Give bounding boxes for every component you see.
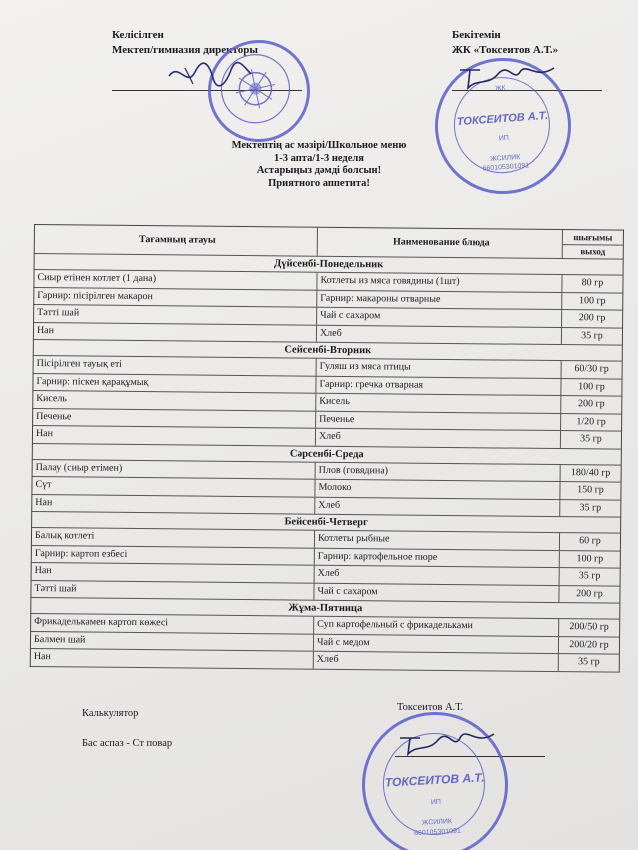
school-stamp [199,31,320,152]
entrepreneur-signature-icon [458,60,558,94]
dish-kz: Гарнир: картоп езбесі [32,545,315,564]
menu-title [0,140,638,190]
dish-kz: Балмен шай [31,631,314,650]
portion-output: 100 гр [578,380,605,392]
portion-output: 200/50 гр [569,621,609,633]
portion-output: 35 гр [579,501,602,513]
portion-output: 35 гр [581,329,603,341]
portion-output: 150 гр [577,484,604,496]
dish-ru: Хлеб [316,429,561,448]
header-ru: Наименование блюда [318,228,563,258]
portion-output: 35 гр [577,656,600,668]
dish-ru: Котлеты из мяса говядины (1шт) [317,273,562,292]
calculator-label: Калькулятор [82,708,139,719]
portion-output: 200/20 гр [569,638,609,651]
dish-kz: Палау (сиыр етімен) [33,459,316,478]
dish-kz: Печенье [33,409,316,428]
dish-ru: Гарнир: макароны отварные [317,290,562,309]
bottom-seal-ip: ИП [430,798,442,807]
entrepreneur-seal: ЖК ТОКСЕИТОВ А.Т. ИП ЖСИЛИК 660105301091 [430,53,575,198]
title-line2: 1-3 апта/1-3 неделя [274,152,364,164]
agreed-label: Келісілген [112,29,164,41]
menu-table [30,224,624,672]
dish-kz: Пісірілген тауық еті [34,356,317,375]
dish-kz: Гарнир: пісірілген макарон [34,288,317,307]
dish-kz: Нан [33,426,316,445]
dish-kz: Гарнир: піскен қарақұмық [33,374,316,393]
bottom-seal-city: ЖСИЛИК [421,818,453,827]
dish-ru: Котлеты рыбные [315,531,560,550]
entrepreneur-label: ЖК «Токсеитов А.Т.» [452,44,559,56]
portion-output: 1/20 гр [576,415,606,427]
portion-output: 80 гр [581,277,604,289]
day-title: Бейсенбі-Четверг [284,516,368,529]
portion-output: 100 гр [578,294,606,306]
dish-kz: Нан [31,649,314,668]
dish-ru: Хлеб [315,497,560,516]
day-title: Дүйсенбі-Понедельник [273,258,384,271]
portion-output: 35 гр [580,433,602,445]
day-title: Сәрсенбі-Среда [289,447,364,460]
header-output [563,230,623,259]
seal-number: 660105301091 [482,162,530,173]
dish-ru: Хлеб [317,325,562,344]
seal-name: ТОКСЕИТОВ А.Т. [456,109,549,129]
header-output-ru: выход [563,244,623,259]
dish-ru: Гуляш из мяса птицы [317,359,562,378]
portion-output: 60/30 гр [574,363,609,375]
dish-ru: Плов (говядина) [316,462,561,481]
header-kz: Тағамның атауы [35,225,318,256]
dish-ru: Хлеб [314,652,559,671]
chef-name: Токсеитов А.Т. [397,702,464,713]
approve-label: Бекітемін [452,29,501,41]
chef-signature-icon [398,728,498,758]
seal-ip: ИП [498,134,510,143]
dish-kz: Тәтті шай [34,305,317,324]
dish-kz: Нан [32,494,315,513]
dish-kz: Тәтті шай [31,580,314,599]
menu-body [30,254,624,672]
portion-output: 200 гр [577,398,605,410]
director-label: Мектеп/гимназия директоры [112,44,258,56]
dish-ru: Гарнир: картофельное пюре [315,548,560,567]
dish-ru: Чай с медом [314,634,559,653]
day-title: Жұма-Пятница [288,602,363,615]
dish-ru: Суп картофельный с фрикадельками [314,617,559,636]
approval-right [452,28,558,58]
dish-ru: Кисель [316,394,561,413]
title-line4: Приятного аппетита! [268,177,370,189]
title-line3: Астарыңыз дәмді болсын! [256,165,382,176]
dish-kz: Балық котлеті [32,528,315,547]
title-line1: Мектептің ас мәзірі/Школьное меню [231,140,407,151]
dish-ru: Чай с сахаром [314,583,559,602]
portion-output: 200 гр [576,587,603,599]
portion-output: 100 гр [576,552,604,564]
dish-kz: Сүт [32,477,315,496]
portion-output: 35 гр [578,570,601,582]
seal-city: ЖСИЛИК [489,153,521,163]
day-title: Сейсенбі-Вторник [284,344,372,357]
bottom-seal-number: 660105301091 [413,827,461,838]
director-signature-icon [165,58,255,90]
dish-kz: Нан [32,563,315,582]
dish-ru: Хлеб [315,566,560,585]
dish-ru: Печенье [316,411,561,430]
dish-ru: Гарнир: гречка отварная [316,376,561,395]
dish-ru: Молоко [315,480,560,499]
dish-kz: Кисель [33,391,316,410]
header-output-kz: шығымы [573,232,613,243]
portion-output: 200 гр [578,312,606,324]
dish-ru: Чай с сахаром [317,308,562,327]
bottom-seal-name: ТОКСЕИТОВ А.Т. [384,770,485,790]
chef-label: Бас аспаз - Ст повар [82,738,173,749]
dish-kz: Сиыр етінен котлет (1 дана) [34,270,317,289]
portion-output: 180/40 гр [570,466,611,479]
portion-output: 60 гр [579,535,601,547]
dish-kz: Фрикаделькамен картоп көжесі [31,614,314,633]
dish-kz: Нан [34,323,317,342]
